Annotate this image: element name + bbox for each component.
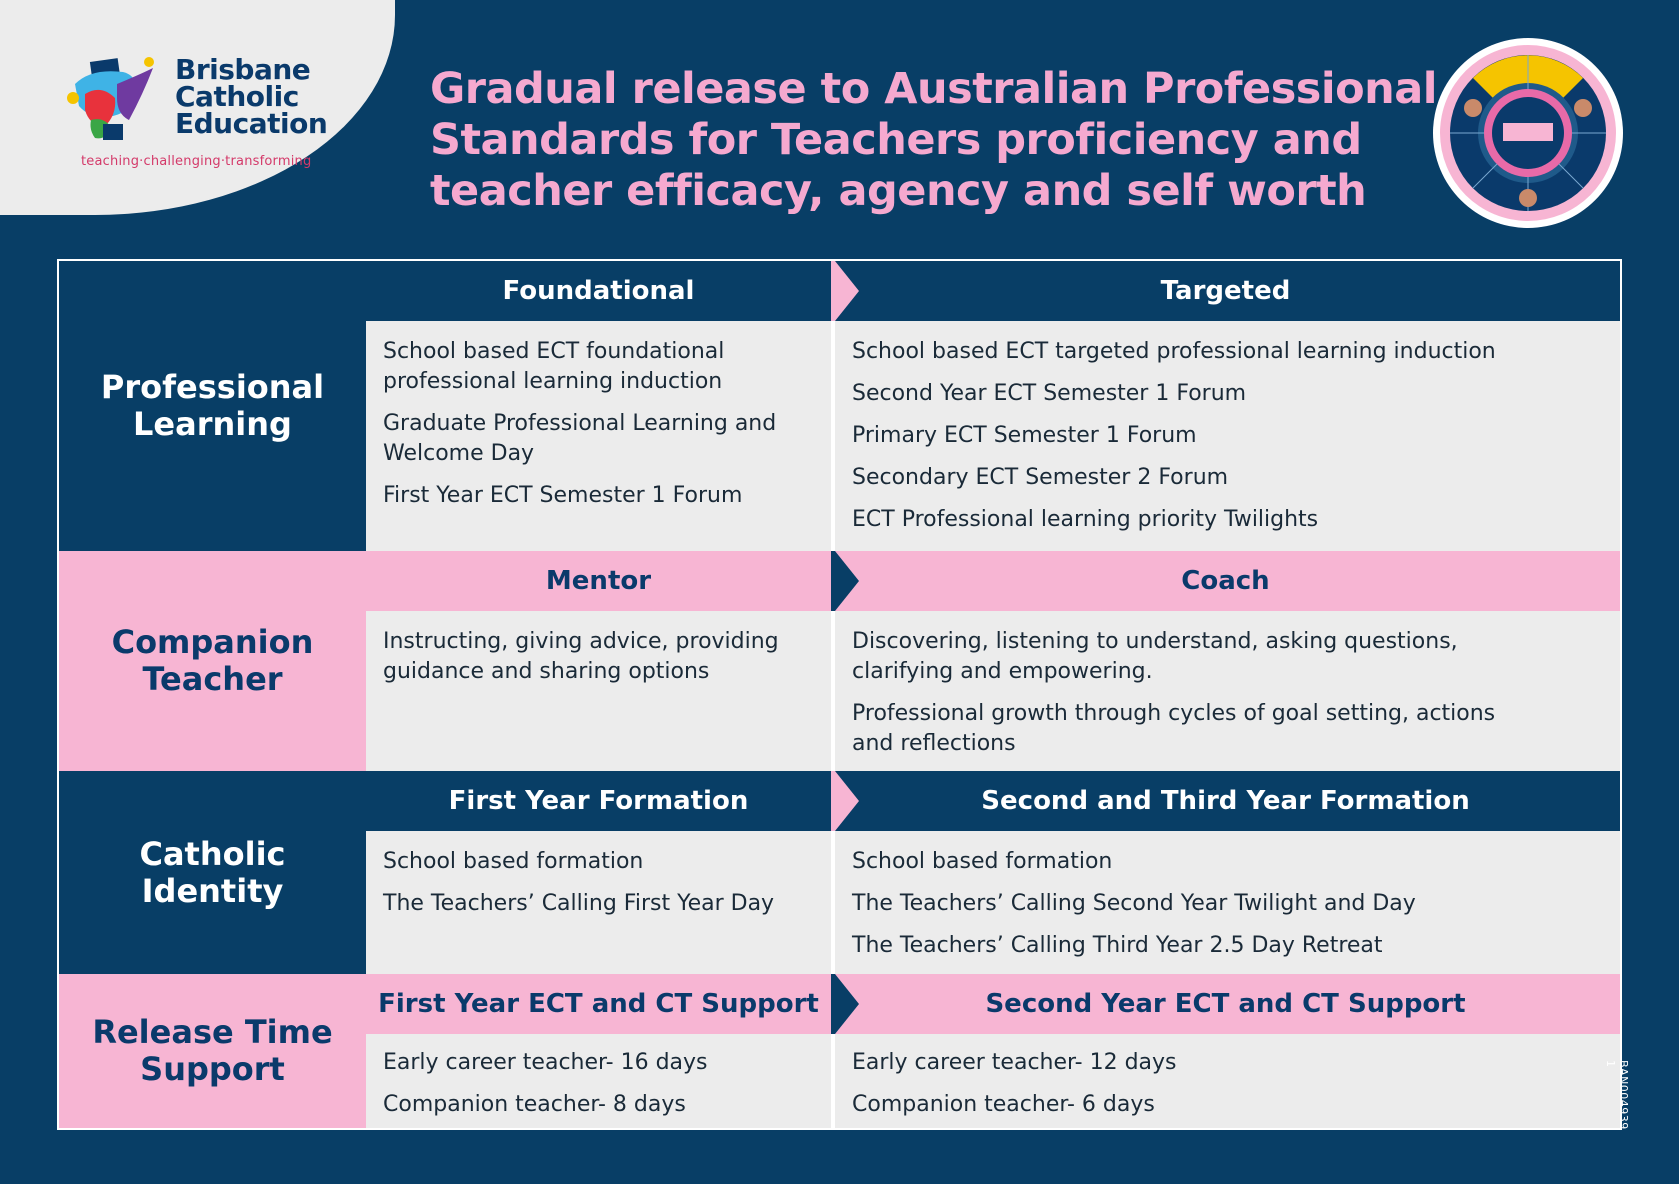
list-item: Companion teacher- 6 days (852, 1092, 1155, 1117)
list-item: Secondary ECT Semester 2 Forum (852, 465, 1229, 490)
list-item: Second Year ECT Semester 1 Forum (852, 381, 1247, 406)
cell-left (366, 1034, 831, 1128)
row-label-line: Teacher (142, 660, 283, 698)
list-item: Companion teacher- 8 days (383, 1092, 686, 1117)
list-item: School based ECT foundational professional learning induction (383, 339, 725, 394)
row-label-line: Identity (141, 871, 284, 910)
list-item: Discovering, listening to understand, asking questions, clarifying and empowering. (852, 629, 1458, 684)
title-line: Standards for Teachers proficiency and (430, 115, 1362, 165)
list-item: The Teachers’ Calling Second Year Twilight and Day (852, 891, 1416, 916)
list-item: The Teachers’ Calling First Year Day (383, 891, 775, 916)
column-header-foundational: Foundational (366, 261, 831, 321)
row-label (59, 974, 366, 1128)
list-item: The Teachers’ Calling Third Year 2.5 Day Retreat (852, 933, 1383, 958)
logo-tagline: teaching·challenging·transforming (81, 154, 312, 169)
column-header-first-year-support: First Year ECT and CT Support (366, 974, 831, 1034)
list-item: Primary ECT Semester 1 Forum (852, 423, 1197, 448)
chevron-right-icon (831, 974, 863, 1034)
column-header-coach: Coach (831, 551, 1620, 611)
title-line: teacher efficacy, agency and self worth (430, 166, 1367, 216)
column-header-second-year-support: Second Year ECT and CT Support (831, 974, 1620, 1034)
brand-logo (55, 50, 385, 180)
list-item: Professional growth through cycles of goal setting, actions and reflections (852, 701, 1496, 756)
row-label-line: Learning (133, 405, 292, 443)
table-row-professional-learning (59, 261, 1620, 551)
row-label-line: Professional (100, 368, 325, 406)
position-statement-wheel-image (1433, 38, 1623, 228)
list-item: Early career teacher- 12 days (852, 1050, 1177, 1075)
row-label (59, 771, 366, 974)
column-header-mentor: Mentor (366, 551, 831, 611)
row-label-line: Release Time (92, 1013, 333, 1051)
title-line: Gradual release to Australian Professional (430, 64, 1438, 114)
table-row-release-time-support (59, 974, 1620, 1128)
row-label-line: Catholic (139, 834, 286, 873)
chevron-right-icon (831, 771, 863, 831)
cell-right (835, 1034, 1620, 1128)
list-item: Early career teacher- 16 days (383, 1050, 708, 1075)
release-table (57, 259, 1622, 1130)
column-header-second-third-year-formation: Second and Third Year Formation (831, 771, 1620, 831)
row-label (59, 261, 366, 551)
row-label (59, 551, 366, 771)
column-header-targeted: Targeted (831, 261, 1620, 321)
row-label-line: Companion (111, 623, 314, 661)
cell-right (835, 611, 1620, 771)
row-label-line: Support (140, 1050, 285, 1088)
cell-left (366, 611, 831, 771)
column-header-first-year-formation: First Year Formation (366, 771, 831, 831)
list-item: ECT Professional learning priority Twilights (852, 507, 1319, 532)
cell-right (835, 321, 1620, 551)
list-item: School based formation (383, 849, 644, 874)
list-item: First Year ECT Semester 1 Forum (383, 483, 743, 508)
chevron-right-icon (831, 551, 863, 611)
document-code: BAN004939 1 (1604, 1060, 1630, 1130)
list-item: Instructing, giving advice, providing guidance and sharing options (383, 629, 779, 684)
cell-left (366, 321, 831, 551)
wheel-graphic-icon (1433, 38, 1623, 228)
table-row-companion-teacher (59, 551, 1620, 771)
logo-text-line-2: Catholic (175, 80, 299, 113)
cell-right (835, 831, 1620, 974)
list-item: Graduate Professional Learning and Welcome Day (383, 411, 777, 466)
logo-text-line-3: Education (175, 107, 328, 140)
page-title (430, 64, 1438, 217)
bce-logo-icon (61, 54, 161, 150)
list-item: School based formation (852, 849, 1113, 874)
cell-left (366, 831, 831, 974)
list-item: School based ECT targeted professional learning induction (852, 339, 1496, 364)
chevron-right-icon (831, 261, 863, 321)
logo-text-line-1: Brisbane (175, 53, 311, 86)
table-row-catholic-identity (59, 771, 1620, 974)
